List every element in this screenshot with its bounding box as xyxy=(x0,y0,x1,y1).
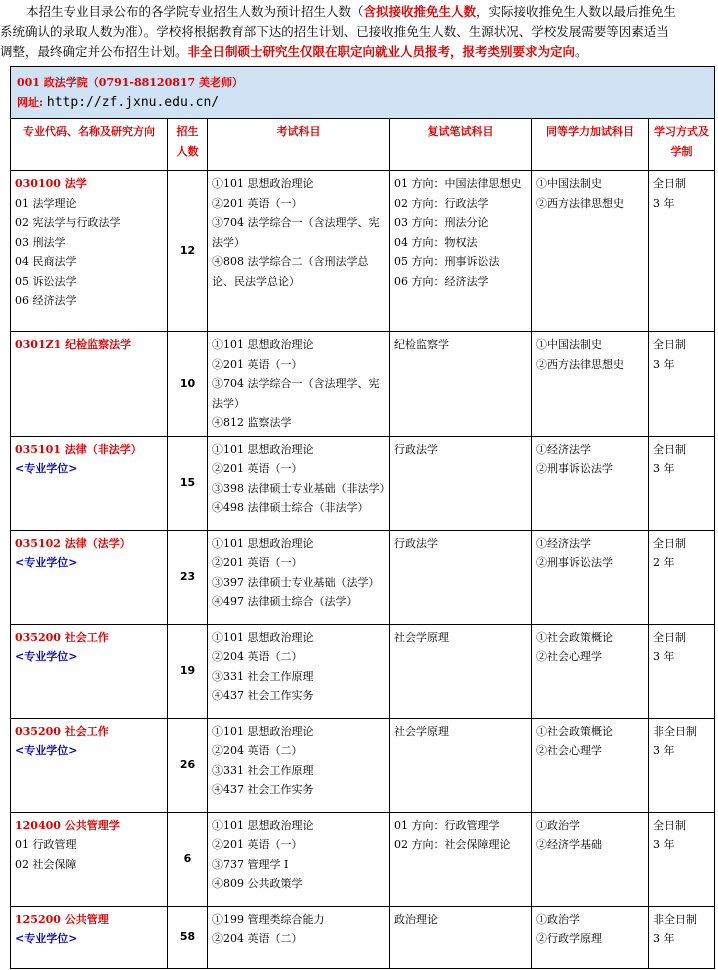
study-mode: 全日制 xyxy=(653,536,686,550)
study-mode: 全日制 xyxy=(653,338,686,351)
program-table xyxy=(10,66,715,969)
program-cell xyxy=(11,718,168,812)
college-website xyxy=(17,93,708,113)
study-mode: 非全日制 xyxy=(653,724,697,738)
research-direction: 04 民商法学 xyxy=(15,255,77,268)
exam-subject: ②201 英语（一） xyxy=(212,357,303,371)
exam-subject: ④437 社会工作实务 xyxy=(212,783,314,796)
table-row xyxy=(11,718,715,812)
intro-text: 。 xyxy=(575,44,588,59)
program-code: 035200 社会工作 xyxy=(15,630,109,644)
exam-subject: ①101 思想政治理论 xyxy=(212,724,314,738)
study-mode-cell xyxy=(649,171,715,332)
extra-subjects-cell xyxy=(532,718,649,812)
study-mode: 2 年 xyxy=(653,556,675,569)
exam-subject: ③737 管理学 I xyxy=(212,857,289,871)
intro-text: 调整，最终确定并公布招生计划。 xyxy=(0,44,188,59)
exam-subjects-cell xyxy=(208,171,390,332)
retest-subjects-cell xyxy=(390,436,532,530)
study-mode-cell xyxy=(649,624,715,718)
website-label: 网址: xyxy=(17,95,44,109)
extra-subjects-cell xyxy=(532,624,649,718)
enrollment-count: 23 xyxy=(168,530,208,624)
extra-subject: ②刑事诉讼法学 xyxy=(536,462,613,475)
header-retest: 复试笔试科目 xyxy=(390,119,532,171)
exam-subject: ①101 思想政治理论 xyxy=(212,818,314,832)
program-cell xyxy=(11,436,168,530)
exam-subjects-cell xyxy=(208,906,390,968)
research-direction: 06 经济法学 xyxy=(15,294,77,307)
table-row xyxy=(11,906,715,968)
retest-subject: 04 方向：物权法 xyxy=(394,235,478,249)
extra-subject: ①社会政策概论 xyxy=(536,724,613,738)
research-direction: 02 宪法学与行政法学 xyxy=(15,216,121,229)
table-row xyxy=(11,332,715,437)
study-mode: 全日制 xyxy=(653,630,686,644)
exam-subject: ③331 社会工作原理 xyxy=(212,763,314,777)
retest-subject: 01 方向：中国法律思想史 xyxy=(394,177,522,190)
exam-subject: ④812 监察法学 xyxy=(212,416,292,429)
table-body xyxy=(11,171,715,969)
retest-subjects-cell xyxy=(390,624,532,718)
retest-subject: 行政法学 xyxy=(394,442,438,456)
college-header-row xyxy=(11,67,715,119)
program-cell xyxy=(11,530,168,624)
exam-subject: ③331 社会工作原理 xyxy=(212,669,314,683)
retest-subject: 02 方向：社会保障理论 xyxy=(394,838,511,851)
exam-subjects-cell xyxy=(208,812,390,906)
program-code: 035102 法律（法学） xyxy=(15,536,131,550)
research-direction: 05 诉讼法学 xyxy=(15,274,77,288)
extra-subjects-cell xyxy=(532,906,649,968)
exam-subjects-cell xyxy=(208,624,390,718)
program-code: 125200 公共管理 xyxy=(15,912,109,926)
exam-subjects-cell xyxy=(208,332,390,437)
retest-subjects-cell xyxy=(390,332,532,437)
extra-subjects-cell xyxy=(532,332,649,437)
retest-subject: 03 方向：刑法分论 xyxy=(394,216,489,229)
extra-subjects-cell xyxy=(532,436,649,530)
program-cell xyxy=(11,171,168,332)
exam-subject: ②201 英语（一） xyxy=(212,196,303,210)
study-mode: 3 年 xyxy=(653,838,675,851)
program-code: 120400 公共管理学 xyxy=(15,818,120,832)
program-cell xyxy=(11,332,168,437)
study-mode-cell xyxy=(649,530,715,624)
program-code: 0301Z1 纪检监察法学 xyxy=(15,338,132,351)
exam-subject: ①101 思想政治理论 xyxy=(212,630,314,644)
study-mode-cell xyxy=(649,906,715,968)
extra-subject: ①经济法学 xyxy=(536,536,591,550)
retest-subjects-cell xyxy=(390,718,532,812)
retest-subject: 社会学原理 xyxy=(394,724,449,738)
retest-subject: 政治理论 xyxy=(394,912,438,926)
extra-subject: ①中国法制史 xyxy=(536,338,602,351)
table-row xyxy=(11,812,715,906)
degree-type: <专业学位> xyxy=(15,650,78,663)
exam-subject: ②204 英语（二） xyxy=(212,650,303,663)
exam-subject: ②201 英语（一） xyxy=(212,556,303,569)
enrollment-count: 6 xyxy=(168,812,208,906)
extra-subject: ②西方法律思想史 xyxy=(536,196,624,210)
exam-subject: ③704 法学综合一（含法理学、宪法学） xyxy=(212,216,380,249)
intro-highlight: 非全日制硕士研究生仅限在职定向就业人员报考，报考类别要求为定向 xyxy=(187,44,576,59)
exam-subjects-cell xyxy=(208,718,390,812)
enrollment-count: 19 xyxy=(168,624,208,718)
exam-subject: ④809 公共政策学 xyxy=(212,877,303,890)
retest-subjects-cell xyxy=(390,812,532,906)
exam-subject: ④437 社会工作实务 xyxy=(212,689,314,702)
exam-subject: ④808 法学综合二（含刑法学总论、民法学总论） xyxy=(212,255,369,288)
enrollment-count: 10 xyxy=(168,332,208,437)
extra-subject: ②经济学基础 xyxy=(536,838,602,851)
enrollment-count: 15 xyxy=(168,436,208,530)
research-direction: 02 社会保障 xyxy=(15,857,77,871)
retest-subjects-cell xyxy=(390,530,532,624)
study-mode: 3 年 xyxy=(653,744,675,757)
extra-subject: ②社会心理学 xyxy=(536,650,602,663)
retest-subjects-cell xyxy=(390,906,532,968)
extra-subject: ②社会心理学 xyxy=(536,744,602,757)
table-row xyxy=(11,624,715,718)
degree-type: <专业学位> xyxy=(15,556,78,569)
exam-subject: ①101 思想政治理论 xyxy=(212,536,314,550)
exam-subject: ①199 管理类综合能力 xyxy=(212,912,325,926)
intro-text: ，实际接收推免生人数以最后推免生 xyxy=(476,4,677,19)
header-exam: 考试科目 xyxy=(208,119,390,171)
retest-subject: 06 方向：经济法学 xyxy=(394,274,489,288)
intro-highlight: 含拟接收推免生人数 xyxy=(363,4,477,19)
exam-subjects-cell xyxy=(208,436,390,530)
program-code: 035101 法律（非法学） xyxy=(15,442,142,456)
research-direction: 01 法学理论 xyxy=(15,196,77,210)
program-cell xyxy=(11,812,168,906)
retest-subject: 社会学原理 xyxy=(394,630,449,644)
exam-subject: ②201 英语（一） xyxy=(212,462,303,475)
extra-subject: ①政治学 xyxy=(536,818,580,832)
retest-subject: 05 方向：刑事诉讼法 xyxy=(394,255,500,268)
exam-subject: ②204 英语（二） xyxy=(212,932,303,945)
retest-subjects-cell xyxy=(390,171,532,332)
research-direction: 01 行政管理 xyxy=(15,838,77,851)
study-mode: 全日制 xyxy=(653,177,686,190)
enrollment-count: 26 xyxy=(168,718,208,812)
header-code: 专业代码、名称及研究方向 xyxy=(11,119,168,171)
study-mode: 3 年 xyxy=(653,932,675,945)
program-code: 035200 社会工作 xyxy=(15,724,109,738)
table-row xyxy=(11,530,715,624)
degree-type: <专业学位> xyxy=(15,462,78,475)
extra-subject: ①社会政策概论 xyxy=(536,630,613,644)
exam-subject: ②201 英语（一） xyxy=(212,838,303,851)
intro-line-2: 系统确认的录取人数为准）。学校将根据教育部下达的招生计划、已接收推免生人数、生源状况、学校发展需要等因素适当 xyxy=(0,24,669,39)
study-mode: 3 年 xyxy=(653,650,675,663)
column-header-row xyxy=(11,119,715,171)
retest-subject: 行政法学 xyxy=(394,536,438,550)
extra-subjects-cell xyxy=(532,530,649,624)
intro-line-1 xyxy=(0,2,718,22)
exam-subject: ④498 法律硕士综合（非法学） xyxy=(212,501,369,514)
retest-subject: 01 方向：行政管理学 xyxy=(394,818,500,832)
exam-subject: ②204 英语（二） xyxy=(212,744,303,757)
retest-subject: 02 方向：行政法学 xyxy=(394,196,489,210)
extra-subject: ②西方法律思想史 xyxy=(536,357,624,371)
table-row xyxy=(11,171,715,332)
study-mode-cell xyxy=(649,436,715,530)
extra-subject: ②刑事诉讼法学 xyxy=(536,556,613,569)
degree-type: <专业学位> xyxy=(15,744,78,757)
study-mode-cell xyxy=(649,332,715,437)
program-code: 030100 法学 xyxy=(15,177,87,190)
study-mode: 全日制 xyxy=(653,442,686,456)
table-row xyxy=(11,436,715,530)
study-mode-cell xyxy=(649,718,715,812)
exam-subject: ③397 法律硕士专业基础（法学） xyxy=(212,575,380,589)
college-header xyxy=(11,67,715,119)
program-cell xyxy=(11,624,168,718)
research-direction: 03 刑法学 xyxy=(15,235,66,249)
study-mode-cell xyxy=(649,812,715,906)
extra-subject: ②行政学原理 xyxy=(536,932,602,945)
exam-subject: ①101 思想政治理论 xyxy=(212,338,314,351)
intro-notice xyxy=(0,2,718,62)
header-extra: 同等学力加试科目 xyxy=(532,119,649,171)
study-mode: 非全日制 xyxy=(653,912,697,926)
extra-subject: ①中国法制史 xyxy=(536,177,602,190)
exam-subject: ①101 思想政治理论 xyxy=(212,177,314,190)
study-mode: 3 年 xyxy=(653,462,675,475)
college-title: 001 政法学院（0791-88120817 美老师） xyxy=(17,76,244,89)
enrollment-count: 12 xyxy=(168,171,208,332)
extra-subject: ①经济法学 xyxy=(536,442,591,456)
degree-type: <专业学位> xyxy=(15,932,78,945)
intro-text: 本招生专业目录公布的各学院专业招生人数为预计招生人数（ xyxy=(26,4,364,19)
enrollment-count: 58 xyxy=(168,906,208,968)
study-mode: 3 年 xyxy=(653,196,675,210)
exam-subject: ③704 法学综合一（含法理学、宪法学） xyxy=(212,377,380,410)
intro-line-3 xyxy=(0,42,718,62)
website-link[interactable]: http://zf.jxnu.edu.cn/ xyxy=(46,94,220,110)
extra-subjects-cell xyxy=(532,171,649,332)
header-mode: 学习方式及学制 xyxy=(649,119,715,171)
exam-subject: ①101 思想政治理论 xyxy=(212,442,314,456)
exam-subject: ④497 法律硕士综合（法学） xyxy=(212,595,358,608)
extra-subjects-cell xyxy=(532,812,649,906)
program-cell xyxy=(11,906,168,968)
study-mode: 全日制 xyxy=(653,818,686,832)
exam-subject: ③398 法律硕士专业基础（非法学） xyxy=(212,481,391,495)
header-count: 招生人数 xyxy=(168,119,208,171)
retest-subject: 纪检监察学 xyxy=(394,338,449,351)
study-mode: 3 年 xyxy=(653,357,675,371)
extra-subject: ①政治学 xyxy=(536,912,580,926)
exam-subjects-cell xyxy=(208,530,390,624)
